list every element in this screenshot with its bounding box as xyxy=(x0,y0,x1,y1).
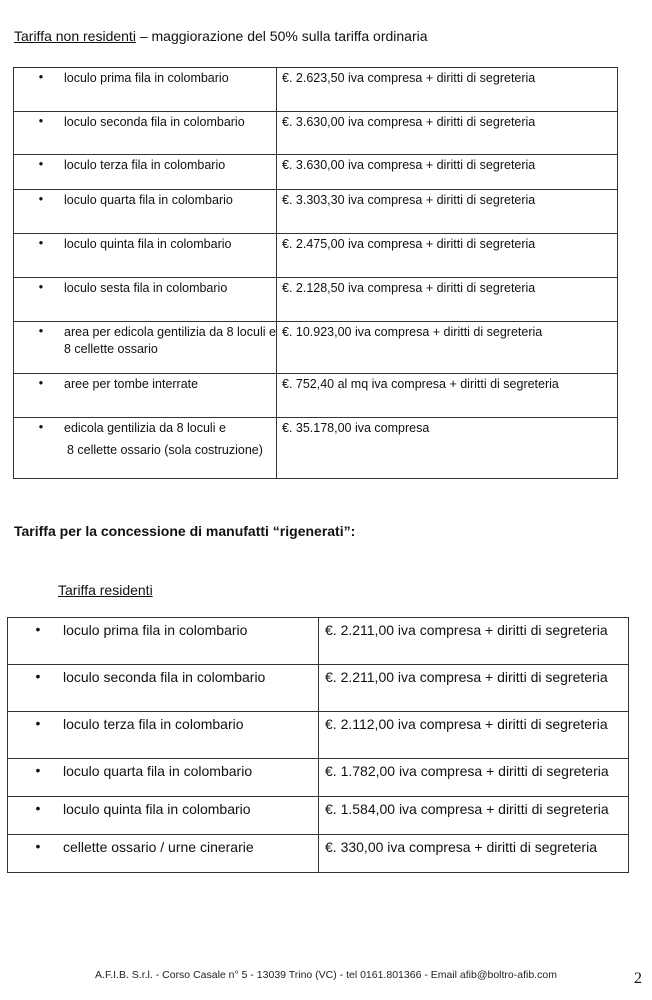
bullet-icon: • xyxy=(38,280,44,294)
price-value: €. 10.923,00 iva compresa + diritti di segreteria xyxy=(282,325,543,339)
price-value: €. 2.623,50 iva compresa + diritti di segreteria xyxy=(282,71,536,85)
price-value: €. 1.584,00 iva compresa + diritti di segreteria xyxy=(325,801,609,817)
table-row xyxy=(8,835,629,873)
table-row xyxy=(14,234,618,278)
item-label: loculo prima fila in colombario xyxy=(63,622,248,638)
table-row xyxy=(8,797,629,835)
bullet-icon: • xyxy=(35,838,41,854)
table-row xyxy=(8,759,629,797)
table-row xyxy=(14,155,618,190)
bullet-icon: • xyxy=(38,236,44,250)
table-row xyxy=(14,68,618,112)
table-row xyxy=(14,418,618,479)
footer-contact: A.F.I.B. S.r.l. - Corso Casale n° 5 - 13039 Trino (VC) - tel 0161.801366 - Email afib@boltro-afib.com xyxy=(95,969,557,981)
table-row xyxy=(14,374,618,418)
item-label: cellette ossario / urne cinerarie xyxy=(63,839,254,855)
tariff-table-residenti xyxy=(7,617,629,873)
section-non-residenti-heading xyxy=(14,28,428,44)
price-value: €. 1.782,00 iva compresa + diritti di segreteria xyxy=(325,763,609,779)
bullet-icon: • xyxy=(38,376,44,390)
item-label: loculo quarta fila in colombario xyxy=(63,763,253,779)
bullet-icon: • xyxy=(38,157,44,171)
page-number: 2 xyxy=(634,970,642,987)
item-label: loculo sesta fila in colombario xyxy=(64,281,228,295)
bullet-icon: • xyxy=(38,114,44,128)
bullet-icon: • xyxy=(38,420,44,434)
heading-rest: – maggiorazione del 50% sulla tariffa ordinaria xyxy=(135,28,428,44)
item-label: area per edicola gentilizia da 8 loculi e 8 cellette ossario xyxy=(64,325,276,356)
price-value: €. 330,00 iva compresa + diritti di segreteria xyxy=(325,839,597,855)
table-row xyxy=(14,322,618,374)
tariff-table-non-residenti xyxy=(13,67,618,479)
price-value: €. 3.303,30 iva compresa + diritti di segreteria xyxy=(282,193,536,207)
price-value: €. 2.128,50 iva compresa + diritti di segreteria xyxy=(282,281,536,295)
item-label-line2: 8 cellette ossario (sola costruzione) xyxy=(67,443,263,457)
item-label: loculo quarta fila in colombario xyxy=(64,193,233,207)
heading-underlined: Tariffa non residenti xyxy=(14,28,136,44)
item-label: loculo terza fila in colombario xyxy=(63,716,244,732)
section-rigenerati-heading: Tariffa per la concessione di manufatti “rigenerati”: xyxy=(14,523,356,539)
price-value: €. 2.211,00 iva compresa + diritti di segreteria xyxy=(325,669,608,685)
table-row xyxy=(8,712,629,759)
item-label: loculo quinta fila in colombario xyxy=(63,801,251,817)
price-value: €. 2.475,00 iva compresa + diritti di segreteria xyxy=(282,237,536,251)
bullet-icon: • xyxy=(38,70,44,84)
item-label: loculo terza fila in colombario xyxy=(64,158,226,172)
price-value: €. 2.112,00 iva compresa + diritti di segreteria xyxy=(325,716,608,732)
bullet-icon: • xyxy=(35,668,41,684)
bullet-icon: • xyxy=(38,324,44,338)
bullet-icon: • xyxy=(35,715,41,731)
item-label: loculo seconda fila in colombario xyxy=(63,669,266,685)
table-row xyxy=(14,190,618,234)
item-label: aree per tombe interrate xyxy=(64,377,199,391)
item-label: loculo seconda fila in colombario xyxy=(64,115,245,129)
price-value: €. 2.211,00 iva compresa + diritti di segreteria xyxy=(325,622,608,638)
price-value: €. 752,40 al mq iva compresa + diritti di segreteria xyxy=(282,377,559,391)
item-label: loculo prima fila in colombario xyxy=(64,71,229,85)
price-value: €. 35.178,00 iva compresa xyxy=(282,421,430,435)
price-value: €. 3.630,00 iva compresa + diritti di segreteria xyxy=(282,115,536,129)
table-row xyxy=(14,278,618,322)
price-value: €. 3.630,00 iva compresa + diritti di segreteria xyxy=(282,158,536,172)
bullet-icon: • xyxy=(38,192,44,206)
item-label: edicola gentilizia da 8 loculi e xyxy=(64,421,226,435)
bullet-icon: • xyxy=(35,762,41,778)
bullet-icon: • xyxy=(35,800,41,816)
item-label: loculo quinta fila in colombario xyxy=(64,237,232,251)
table-row xyxy=(8,665,629,712)
bullet-icon: • xyxy=(35,621,41,637)
table-row xyxy=(14,112,618,155)
table-row xyxy=(8,618,629,665)
subheading-residenti: Tariffa residenti xyxy=(58,582,153,598)
